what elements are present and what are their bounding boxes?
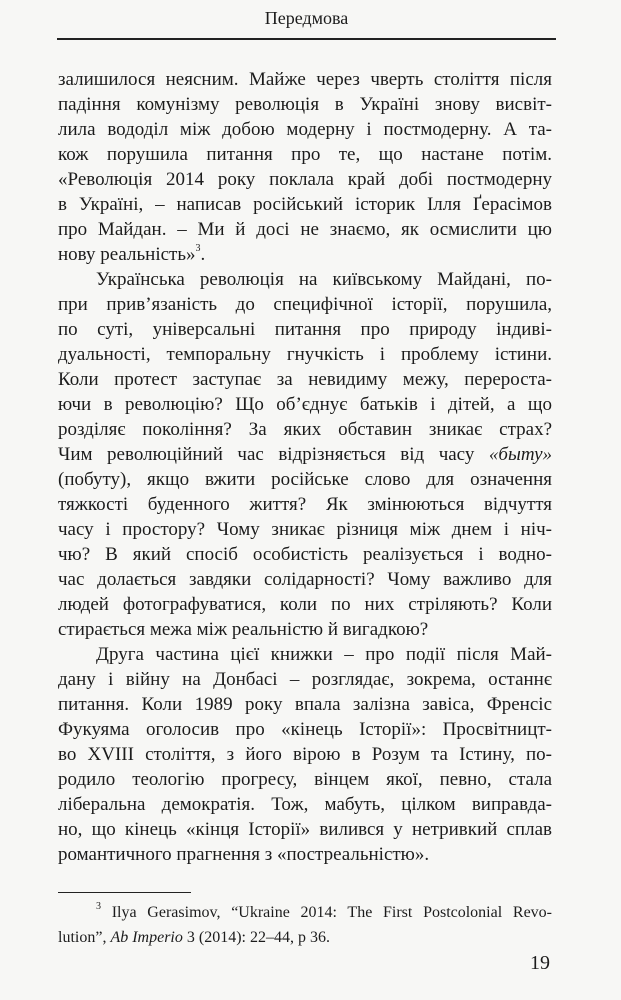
text-line: чю? В який спосіб особистість реалізується і водно- — [58, 544, 552, 565]
footnote-text: lution”, — [58, 929, 107, 946]
text-line: в Україні, – написав російський історик Ілля Ґерасімов — [58, 194, 552, 215]
text-line: лила вододіл між добою модерну і постмодерну. А та- — [58, 119, 552, 140]
text-line: родило теологію прогресу, вінцем якої, певно, стала — [58, 769, 552, 790]
paragraph-3 — [58, 642, 552, 867]
footnote-line — [58, 925, 552, 950]
journal-title: Ab Imperio — [110, 929, 183, 946]
text-line: во XVIII століття, з його вірою в Розум та Істину, по- — [58, 744, 552, 765]
text-line: романтичного прагнення з «постреальністю». — [58, 844, 430, 865]
line-text: Чим революційний час відрізняється від часу — [58, 444, 475, 465]
paragraph-1 — [58, 67, 552, 267]
text-line: розділяє покоління? За яких обставин зникає страх? — [58, 419, 552, 440]
text-line: Українська революція на київському Майдані, по- — [96, 269, 552, 290]
text-line: ючи в революцію? Що об’єднує батьків і дітей, а що — [58, 394, 552, 415]
text-line — [58, 442, 552, 467]
text-line: час долається завдяки солідарності? Чому важливо для — [58, 569, 552, 590]
footnote-text: 3 (2014): 22–44, p 36. — [186, 929, 330, 946]
text-line: Фукуяма оголосив про «кінець Історії»: Просвітницт- — [58, 719, 552, 740]
footnote-rule — [58, 892, 191, 893]
text-line: часу і простору? Чому зникає різниця між днем і ніч- — [58, 519, 552, 540]
text-line: по суті, універсальні питання про природу індиві- — [58, 319, 552, 340]
text-line: дану і війну на Донбасі – розглядає, зокрема, останнє — [58, 669, 552, 690]
paragraph-2 — [58, 267, 552, 642]
text-line — [58, 242, 552, 267]
text-line: при прив’язаність до специфічної історії, порушила, — [58, 294, 552, 315]
text-line: падіння комунізму революція в Україні знову висвіт- — [58, 94, 552, 115]
text-line: (побуту), якщо вжити російське слово для означення — [58, 469, 552, 490]
footnote-line — [58, 900, 552, 925]
running-head: Передмова — [264, 8, 349, 28]
text-line: тяжкості буденного життя? Як змінюються відчуття — [58, 494, 552, 515]
text-line: залишилося неясним. Майже через чверть століття після — [58, 69, 552, 90]
text-line: Коли протест заступає за невидиму межу, перероста- — [58, 369, 552, 390]
text-line: но, що кінець «кінця Історії» вилився у нетривкий сплав — [58, 819, 552, 840]
body-text — [58, 67, 552, 867]
page-number: 19 — [530, 952, 550, 974]
text-line: про Майдан. – Ми й досі не знаємо, як осмислити цю — [58, 219, 552, 240]
text-line: «Революція 2014 року поклала край добі постмодерну — [58, 169, 552, 190]
text-line: Друга частина цієї книжки – про події після Май- — [96, 644, 552, 665]
text-line: людей фотографуватися, коли по них стріляють? Коли — [58, 594, 552, 615]
text-line: стирається межа між реальністю й вигадкою? — [58, 619, 429, 640]
line-text: нову реальність» — [58, 244, 196, 265]
text-line: кож порушила питання про те, що настане потім. — [58, 144, 552, 165]
text-line: дуальності, темпоральну гнучкість і проблему істини. — [58, 344, 552, 365]
header-rule — [57, 38, 556, 40]
italic-word: «быту» — [488, 444, 553, 465]
footnote — [58, 900, 552, 950]
footnote-ref[interactable]: 3 — [195, 243, 201, 254]
text-line: питання. Коли 1989 року впала залізна завіса, Френсіс — [58, 694, 552, 715]
punct: . — [200, 244, 206, 265]
text-line: ліберальна демократія. Тож, мабуть, цілком виправда- — [58, 794, 552, 815]
footnote-text: Ilya Gerasimov, “Ukraine 2014: The First Postcolonial Revo- — [111, 904, 552, 921]
footnote-number: 3 — [96, 901, 101, 912]
